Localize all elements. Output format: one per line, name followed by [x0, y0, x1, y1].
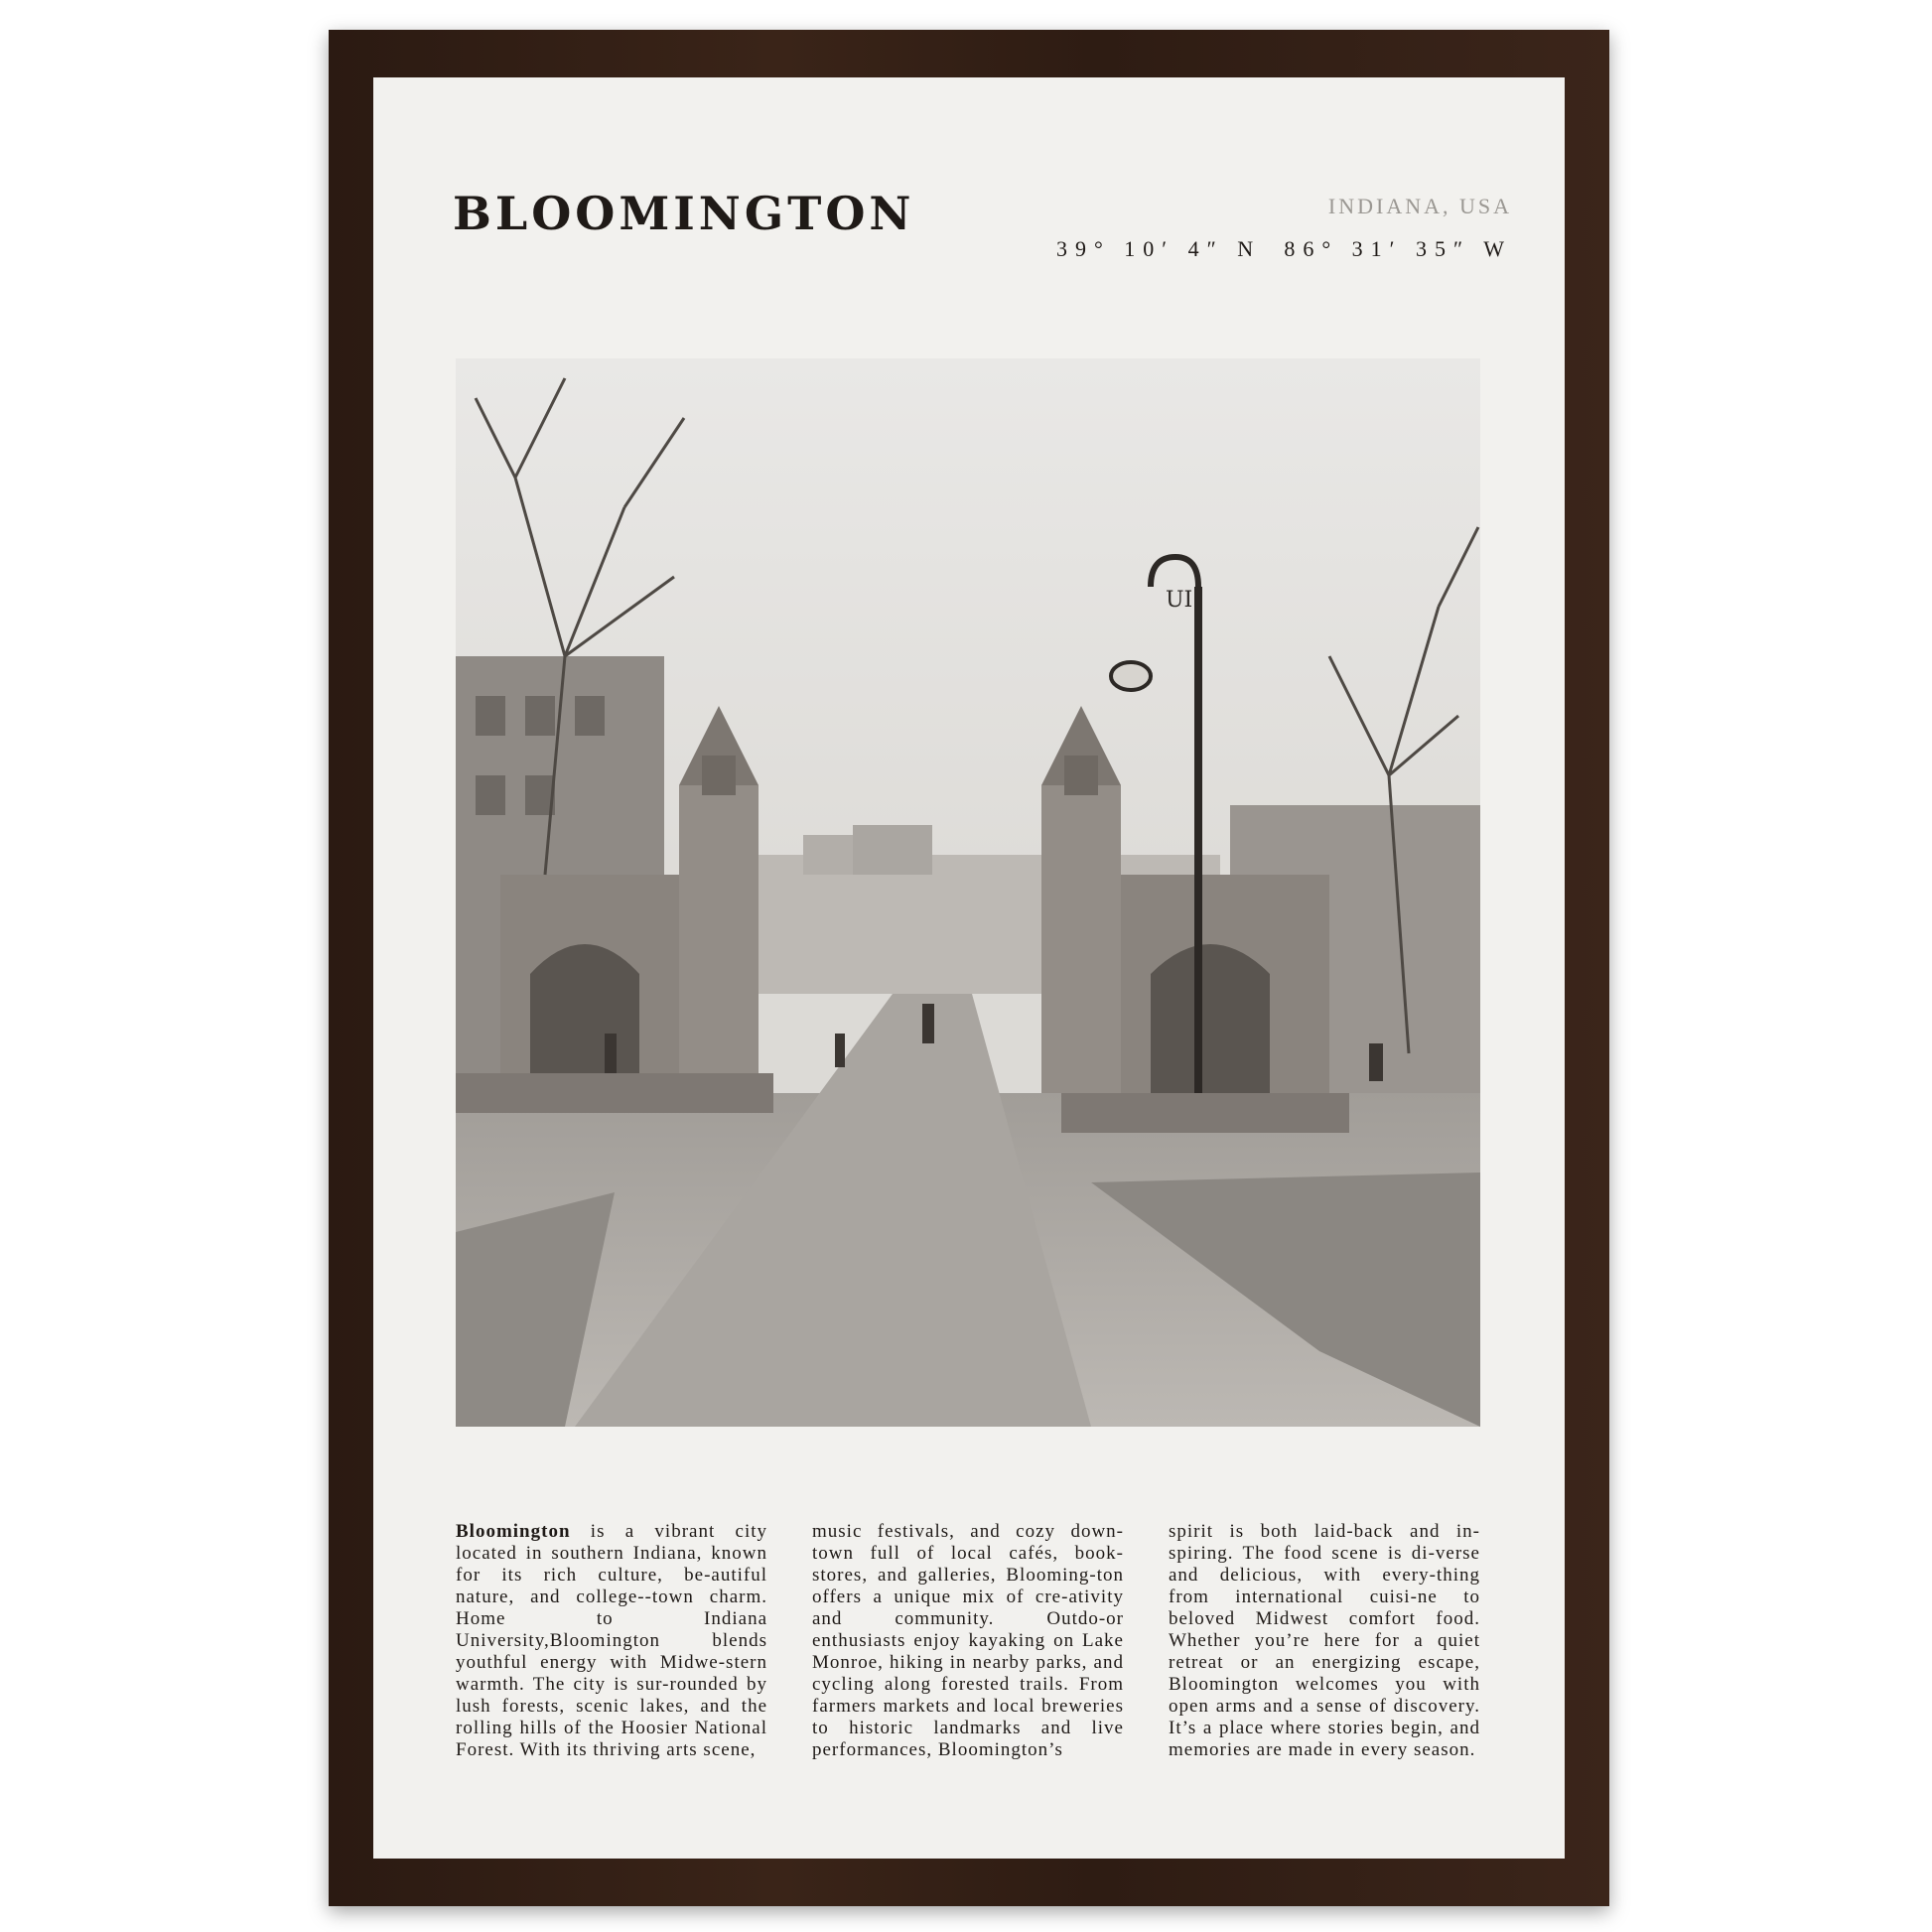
description-columns: [456, 1521, 1480, 1779]
wooden-frame: [329, 30, 1609, 1906]
poster-mat: [373, 77, 1565, 1859]
description-column-1-text: is a vibrant city located in southern Indiana, known for its rich culture, be-autiful nature, and college--town charm. Home to Indiana University,Bloomington blends youthful energy with Midwe-stern warmth. The city is sur-rounded by lush forests, scenic lakes, and the rolling hills of the Hoosier National Forest. With its thriving arts scene,: [456, 1521, 767, 1760]
sample-gates-photo: [456, 358, 1480, 1427]
description-column-3: spirit is both laid-back and in-spiring. The food scene is di-verse and delicious, with every-thing from international cuisi-ne to beloved Midwest comfort food. Whether you’re here for a quiet retreat or an energizing escape, Bloomington welcomes you with open arms and a sense of discovery. It’s a place where stories begin, and memories are made in every season.: [1169, 1521, 1480, 1760]
lamp-emblem: UI: [1166, 588, 1193, 613]
description-column-2: music festivals, and cozy down-town full of local cafés, book-stores, and galleries, Blooming-ton offers a unique mix of cre-ativity and community. Outdo-or enthusiasts enjoy kayaking on Lake Monroe, hiking in nearby parks, and cycling along forested trails. From farmers markets and local breweries to historic landmarks and live performances, Bloomington’s: [812, 1521, 1124, 1760]
region-label: INDIANA, USA: [1327, 194, 1512, 218]
latitude-label: 39° 10′ 4″ N: [1056, 236, 1262, 261]
description-lead: Bloomington: [456, 1521, 571, 1542]
poster-title: BLOOMINGTON: [453, 187, 915, 240]
longitude-label: 86° 31′ 35″ W: [1284, 236, 1512, 261]
photo-illustration: [456, 358, 1480, 1427]
description-column-1: [456, 1521, 767, 1779]
